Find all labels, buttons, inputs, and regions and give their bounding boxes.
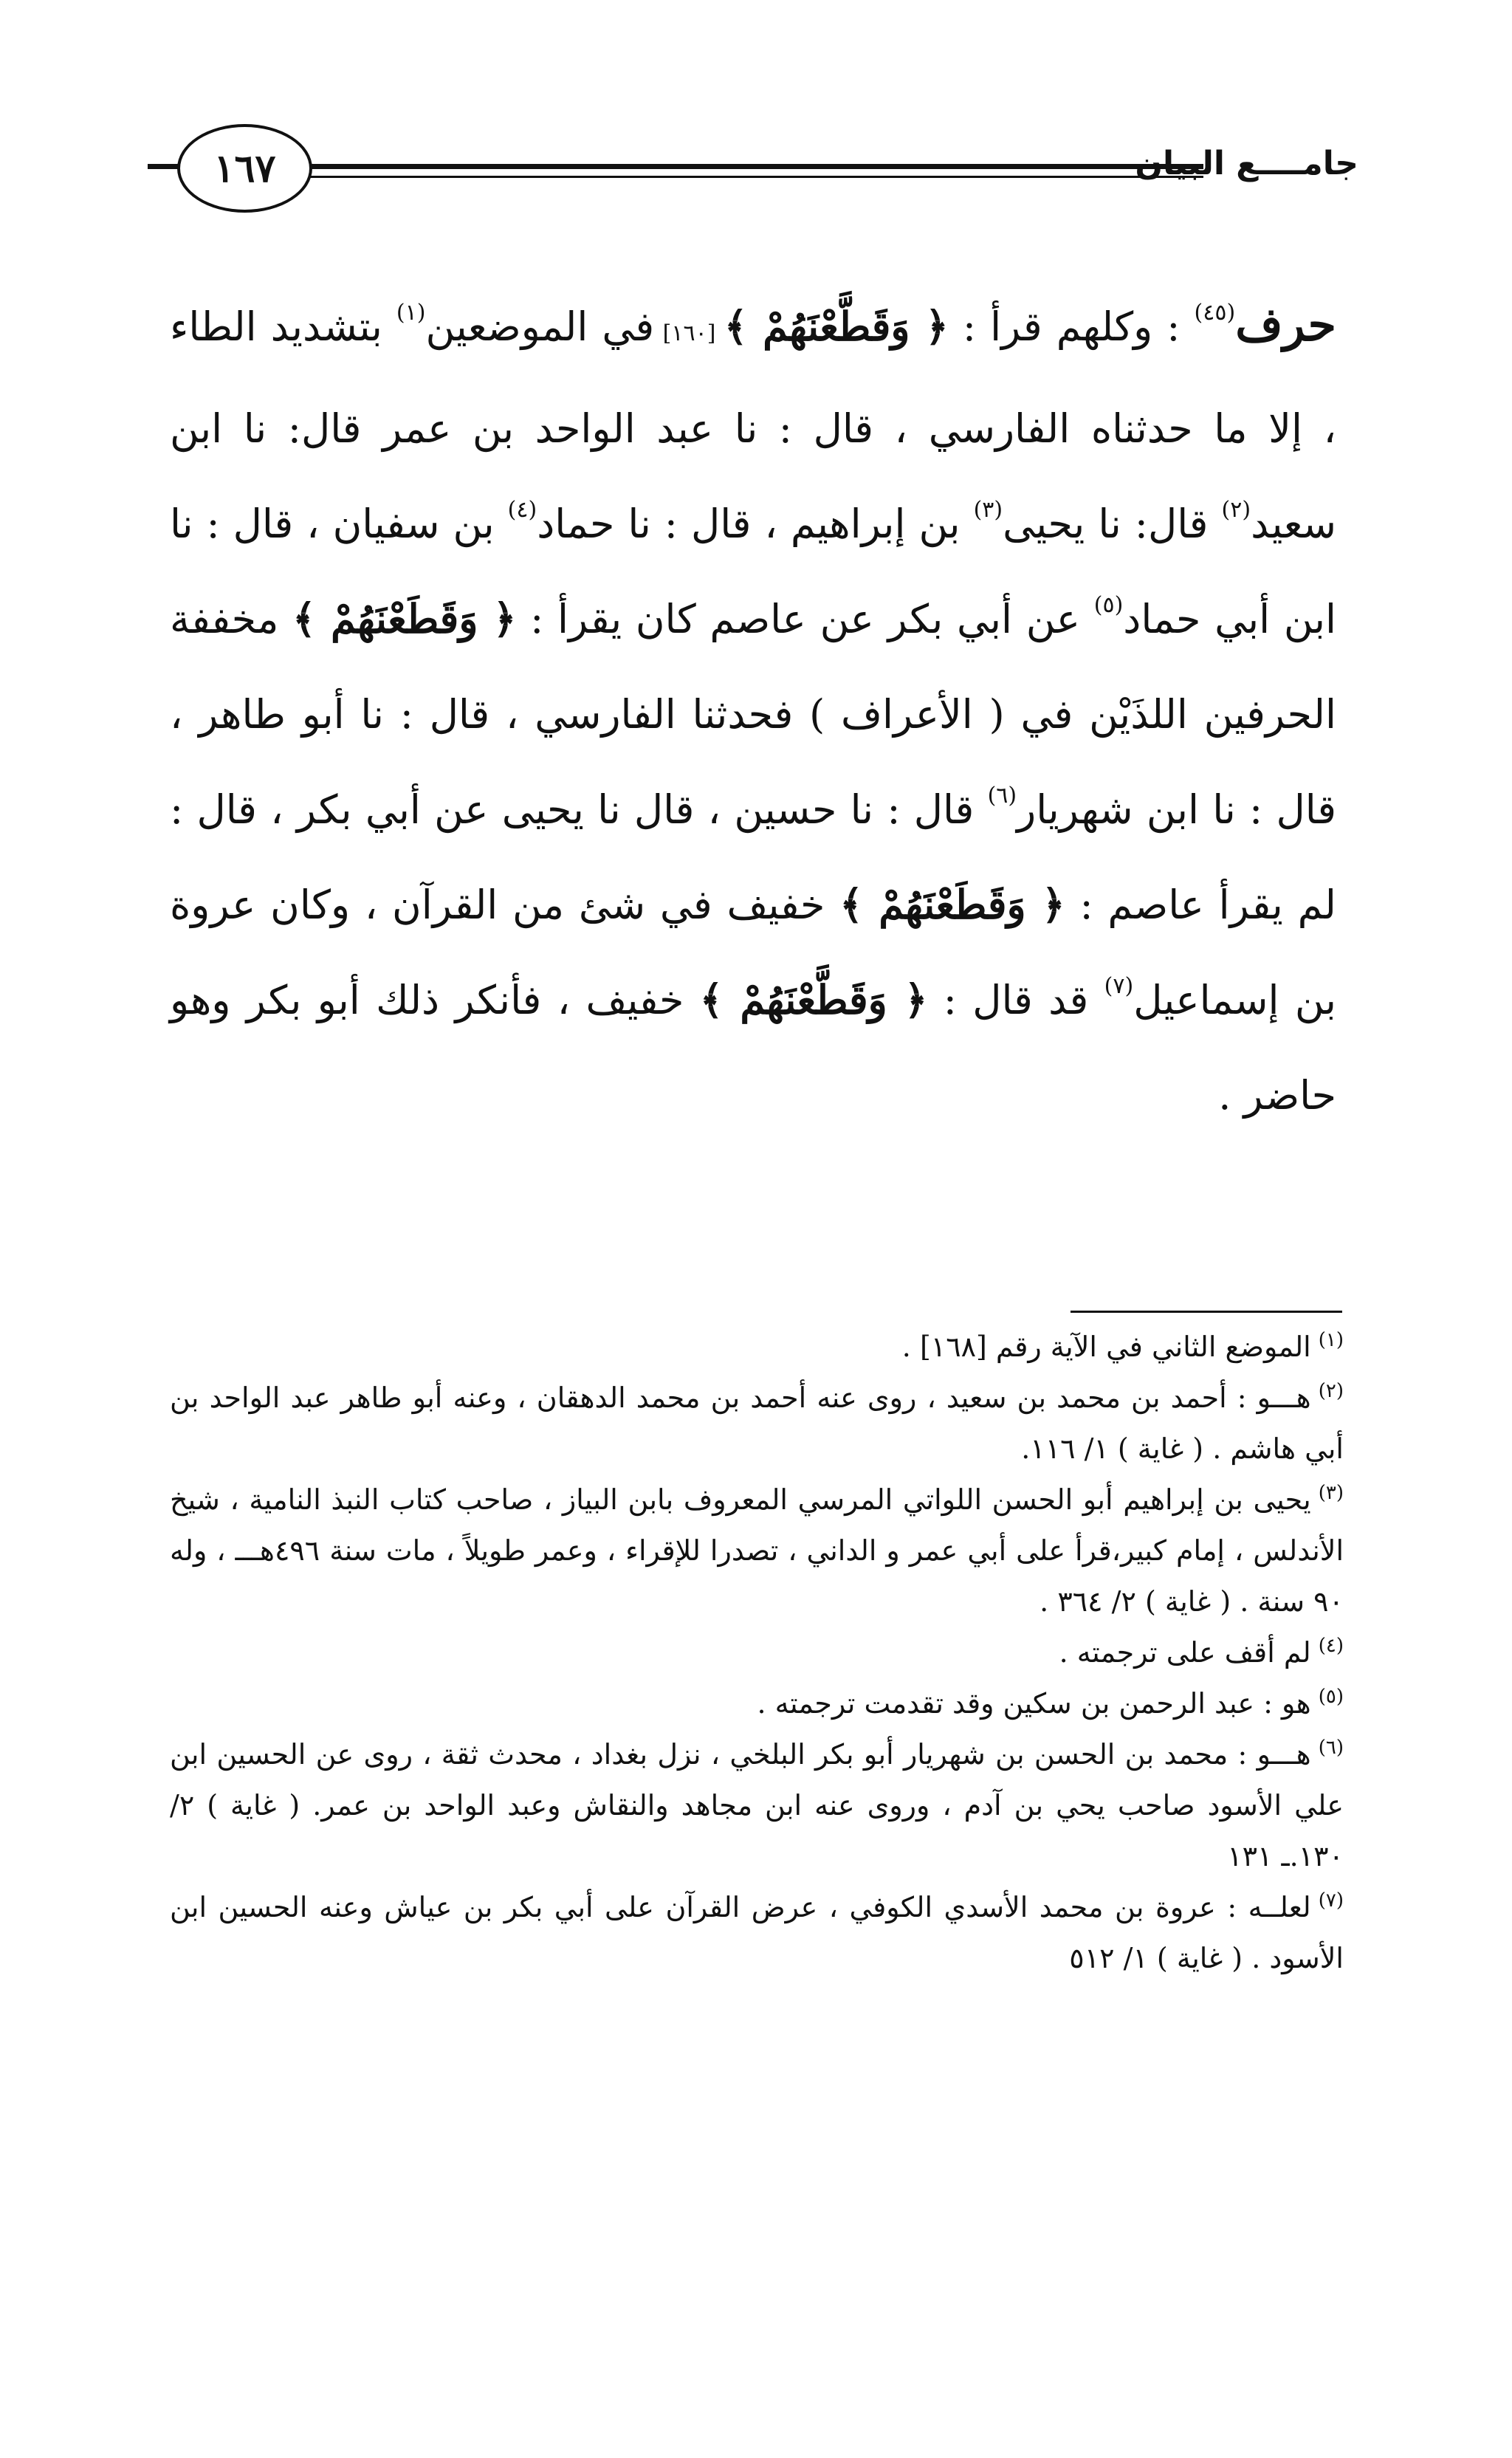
footnote-text: الموضع الثاني في الآية رقم [١٦٨] . (901, 1331, 1311, 1363)
book-title: جامــــع البيان (1135, 145, 1358, 182)
text-segment: قال: نا يحيى (1003, 501, 1222, 547)
head-word: حرف (1235, 298, 1336, 351)
footnote-2 (170, 1373, 1344, 1475)
text-segment: قال : نا حسين ، قال نا يحيى عن أبي بكر ، قال : لم يقرأ عاصم : (170, 786, 1336, 928)
text-segment: بن سفيان ، قال : نا ابن أبي حماد (170, 501, 1336, 642)
footnote-ref[interactable]: (٥) (1093, 592, 1124, 618)
footnote-ref[interactable]: (١) (396, 300, 426, 326)
footnote-marker: (٧) (1318, 1889, 1344, 1912)
footnote-text: هـــو : أحمد بن محمد بن سعيد ، روى عنه أحمد بن محمد الدهقان ، وعنه أبو طاهر عبد الواحد بن أبي هاشم . ( غاية ) ١/ ١١٦. (170, 1381, 1344, 1465)
footnote-ref[interactable]: (٢) (1221, 497, 1251, 523)
main-paragraph (170, 277, 1336, 1143)
footnote-marker: (٣) (1318, 1482, 1344, 1504)
footnote-text: لعلــه : عروة بن محمد الأسدي الكوفي ، عرض القرآن على أبي بكر بن عياش وعنه الحسين ابن الأسود . ( غاية ) ١/ ٥١٢ (170, 1891, 1344, 1974)
footnote-ref[interactable]: (٧) (1104, 973, 1134, 999)
page-number: ١٦٧ (177, 124, 312, 213)
text-segment: في الموضعين (425, 303, 655, 350)
quran-word: ﴿ وَقَطَعْنَهُمْ ﴾ (292, 595, 517, 642)
footnote-marker: (٥) (1318, 1686, 1344, 1708)
footnote-ref[interactable]: (٦) (987, 783, 1017, 809)
footnote-text: لم أقف على ترجمته . (1059, 1636, 1311, 1669)
head-number: (٤٥) (1194, 300, 1236, 326)
text-segment: قد قال : (927, 977, 1104, 1023)
footnote-ref[interactable]: (٣) (973, 497, 1003, 523)
footnote-marker: (١) (1318, 1329, 1344, 1351)
footnote-text: هـــو : محمد بن الحسن بن شهريار أبو بكر البلخي ، نزل بغداد ، محدث ثقة ، روى عن الحسين ابن علي الأسود صاحب يحي بن آدم ، وروى عنه ابن مجاهد والنقاش وعبد الواحد بن عمر. ( غاية ) ٢/ ١٣٠.ـ ١٣١ (170, 1738, 1344, 1872)
footnote-marker: (٢) (1318, 1380, 1344, 1402)
header-rule-thin (310, 176, 1203, 178)
text-segment: بتشديد الطاء ، إلا ما حدثناه الفارسي ، قال : نا عبد الواحد بن عمر قال: نا ابن سعيد (170, 303, 1336, 547)
quran-word: ﴿ وَقَطَعْنَهُمْ ﴾ (839, 881, 1065, 928)
main-text (170, 277, 1336, 1143)
footnote-separator (1071, 1311, 1342, 1313)
footnote-ref[interactable]: (٤) (507, 497, 537, 523)
footnote-marker: (٤) (1318, 1635, 1344, 1657)
footnote-4 (170, 1627, 1344, 1678)
quran-word: ﴿ وَقَطَّعْنَهُمْ ﴾ (699, 976, 928, 1023)
page-header (148, 118, 1358, 229)
footnote-text: يحيى بن إبراهيم أبو الحسن اللواتي المرسي المعروف بابن البياز ، صاحب كتاب النبذ النامية ، شيخ الأندلس ، إمام كبير،قرأ على أبي عمر و الداني ، تصدرا للإقراء ، وعمر طويلاً ، مات سنة ٤٩٦هـــ ، وله ٩٠ سنة . ( غاية ) ٢/ ٣٦٤ . (170, 1483, 1344, 1618)
ayah-ref: [١٦٠] (654, 320, 724, 346)
header-rule (310, 164, 1203, 169)
footnote-text: هو : عبد الرحمن بن سكين وقد تقدمت ترجمته . (757, 1687, 1311, 1720)
footnote-marker: (٦) (1318, 1737, 1344, 1759)
quran-word: ﴿ وَقَطَّعْنَهُمْ ﴾ (724, 303, 949, 350)
text-segment: خفيف ، فأنكر ذلك أبو بكر وهو حاضر . (170, 977, 1336, 1119)
text-segment: بن إبراهيم ، قال : نا حماد (537, 501, 974, 547)
footnote-7 (170, 1882, 1344, 1984)
text-segment: عن أبي بكر عن عاصم كان يقرأ : (516, 596, 1094, 642)
footnote-1 (170, 1322, 1344, 1373)
footnote-3 (170, 1475, 1344, 1627)
text-segment: خفيف في شئ من القرآن ، وكان عروة بن إسماعيل (170, 882, 1337, 1023)
text-segment: : وكلهم قرأ : (948, 303, 1195, 350)
text-segment: مخففة الحرفين اللذَيْن في ( الأعراف ) فحدثنا الفارسي ، قال : نا أبو طاهر ، قال : نا ابن شهريار (170, 596, 1337, 833)
footnotes-list (170, 1322, 1344, 1984)
footnote-6 (170, 1729, 1344, 1882)
footnote-5 (170, 1678, 1344, 1729)
